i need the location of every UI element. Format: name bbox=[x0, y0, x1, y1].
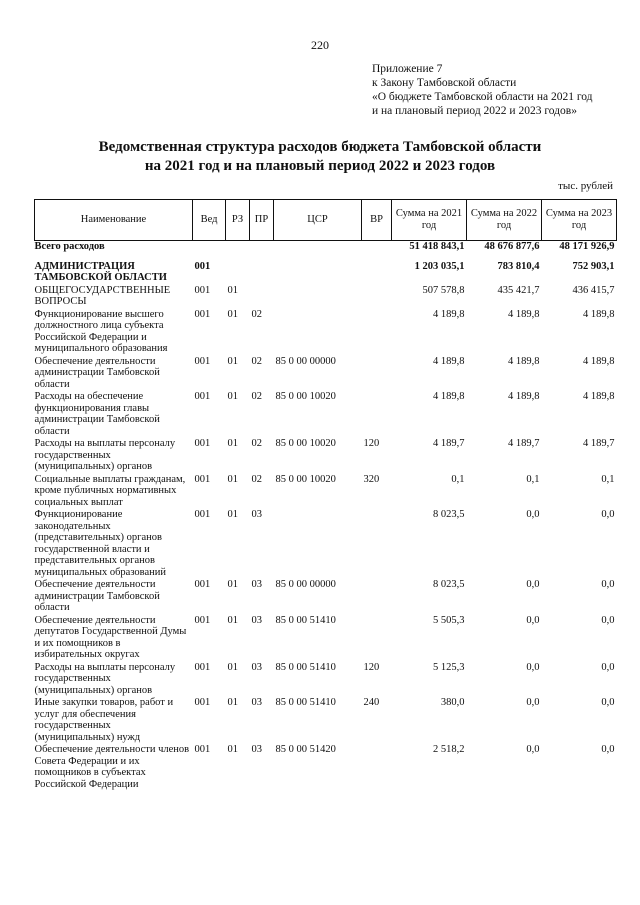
cell-sum-2022: 0,0 bbox=[526, 579, 540, 590]
column-header-csr: ЦСР bbox=[274, 200, 362, 241]
cell-ved: 001 bbox=[194, 438, 211, 449]
cell-sum-2021: 4 189,7 bbox=[433, 438, 465, 449]
cell-ved: 001 bbox=[194, 284, 211, 296]
cell-csr: 85 0 00 00000 bbox=[275, 579, 336, 590]
appendix-note bbox=[372, 62, 632, 118]
column-header-sum-2021: Сумма на 2021 год bbox=[392, 200, 467, 241]
cell-sum-2021: 5 505,3 bbox=[433, 614, 465, 626]
cell-name: Обеспечение деятельности депутатов Государственной Думы и их помощников в избирательных округах bbox=[34, 614, 187, 660]
cell-sum-2021: 4 189,8 bbox=[433, 391, 465, 402]
cell-rz: 01 bbox=[227, 697, 238, 708]
cell-csr bbox=[274, 285, 362, 309]
cell-name: Расходы на выплаты персоналу государственных (муниципальных) органов bbox=[34, 661, 176, 696]
table-row bbox=[35, 391, 617, 438]
cell-vr bbox=[362, 579, 392, 615]
appendix-line: и на плановый период 2022 и 2023 годов» bbox=[372, 105, 577, 117]
cell-pr: 02 bbox=[251, 308, 262, 320]
cell-csr bbox=[274, 261, 362, 285]
cell-csr: 85 0 00 51410 bbox=[275, 614, 336, 626]
cell-sum-2021: 507 578,8 bbox=[422, 284, 465, 296]
cell-sum-2023: 4 189,8 bbox=[583, 391, 615, 402]
cell-sum-2021: 51 418 843,1 bbox=[409, 241, 465, 252]
cell-ved: 001 bbox=[194, 579, 211, 590]
cell-sum-2023: 4 189,8 bbox=[583, 308, 615, 320]
cell-sum-2022: 4 189,8 bbox=[508, 355, 540, 367]
cell-rz: 01 bbox=[227, 391, 238, 402]
expenditure-table bbox=[34, 199, 617, 791]
cell-sum-2021: 380,0 bbox=[440, 697, 465, 708]
cell-sum-2022: 0,0 bbox=[526, 509, 540, 520]
appendix-line: к Закону Тамбовской области bbox=[372, 77, 517, 89]
cell-rz: 01 bbox=[227, 614, 238, 626]
cell-sum-2022: 0,0 bbox=[526, 744, 540, 755]
cell-rz: 01 bbox=[227, 509, 238, 520]
column-header-ved: Вед bbox=[193, 200, 226, 241]
column-header-name: Наименование bbox=[35, 200, 193, 241]
cell-sum-2021: 4 189,8 bbox=[433, 355, 465, 367]
cell-name: Обеспечение деятельности администрации Тамбовской области bbox=[34, 579, 160, 613]
cell-csr bbox=[274, 309, 362, 356]
cell-sum-2023: 0,1 bbox=[601, 473, 615, 485]
cell-rz: 01 bbox=[227, 308, 238, 320]
column-header-pr: ПР bbox=[250, 200, 274, 241]
cell-csr: 85 0 00 51410 bbox=[275, 661, 336, 673]
table-row bbox=[35, 615, 617, 662]
cell-name: Обеспечение деятельности членов Совета Федерации и их помощников в субъектах Российской Федерации bbox=[34, 744, 190, 790]
document-title bbox=[0, 138, 640, 176]
cell-pr: 02 bbox=[251, 355, 262, 367]
cell-ved: 001 bbox=[194, 509, 211, 520]
cell-sum-2023: 4 189,7 bbox=[583, 438, 615, 449]
cell-ved: 001 bbox=[194, 661, 211, 673]
cell-pr bbox=[250, 285, 274, 309]
cell-rz: 01 bbox=[227, 355, 238, 367]
cell-vr bbox=[362, 261, 392, 285]
cell-name: Расходы на выплаты персоналу государственных (муниципальных) органов bbox=[34, 438, 176, 472]
cell-csr: 85 0 00 10020 bbox=[275, 391, 336, 402]
cell-pr: 03 bbox=[251, 509, 262, 520]
cell-ved: 001 bbox=[194, 355, 211, 367]
cell-vr bbox=[362, 241, 392, 254]
cell-sum-2021: 4 189,8 bbox=[433, 308, 465, 320]
cell-vr bbox=[362, 615, 392, 662]
cell-pr: 03 bbox=[251, 697, 262, 708]
cell-sum-2021: 2 518,2 bbox=[433, 744, 465, 755]
table-row bbox=[35, 241, 617, 254]
cell-csr: 85 0 00 00000 bbox=[275, 355, 336, 367]
cell-ved: 001 bbox=[194, 391, 211, 402]
table-row bbox=[35, 474, 617, 510]
expenditure-table-container bbox=[34, 199, 616, 791]
cell-name: Социальные выплаты гражданам, кроме публичных нормативных социальных выплат bbox=[34, 473, 186, 508]
cell-vr: 240 bbox=[363, 697, 380, 708]
cell-vr bbox=[362, 509, 392, 579]
cell-pr: 03 bbox=[251, 661, 262, 673]
cell-name: Обеспечение деятельности администрации Тамбовской области bbox=[34, 355, 160, 390]
row-spacer bbox=[35, 254, 617, 261]
cell-pr: 02 bbox=[251, 391, 262, 402]
column-header-rz: РЗ bbox=[226, 200, 250, 241]
cell-name: Функционирование высшего должностного лица субъекта Российской Федерации и муниципального образования bbox=[34, 308, 168, 354]
cell-rz bbox=[226, 241, 250, 254]
cell-sum-2021: 1 203 035,1 bbox=[414, 260, 465, 272]
cell-ved: 001 bbox=[194, 614, 211, 626]
cell-ved bbox=[193, 241, 226, 254]
cell-sum-2023: 0,0 bbox=[601, 614, 615, 626]
cell-pr: 02 bbox=[251, 473, 262, 485]
cell-name: Иные закупки товаров, работ и услуг для обеспечения государственных (муниципальных) нужд bbox=[34, 697, 174, 743]
cell-sum-2022: 0,0 bbox=[526, 614, 540, 626]
spacer-cell bbox=[35, 254, 617, 261]
cell-sum-2021: 8 023,5 bbox=[433, 509, 465, 520]
cell-sum-2023: 752 903,1 bbox=[572, 260, 615, 272]
table-row bbox=[35, 438, 617, 474]
cell-csr bbox=[274, 509, 362, 579]
cell-sum-2022: 783 810,4 bbox=[497, 260, 540, 272]
cell-ved: 001 bbox=[194, 473, 211, 485]
units-label: тыс. рублей bbox=[558, 180, 613, 192]
cell-sum-2022: 0,0 bbox=[526, 697, 540, 708]
cell-sum-2021: 5 125,3 bbox=[433, 661, 465, 673]
cell-sum-2022: 0,1 bbox=[526, 473, 540, 485]
cell-sum-2023: 0,0 bbox=[601, 744, 615, 755]
cell-sum-2023: 0,0 bbox=[601, 579, 615, 590]
cell-sum-2023: 0,0 bbox=[601, 697, 615, 708]
cell-ved: 001 bbox=[194, 697, 211, 708]
cell-vr bbox=[362, 285, 392, 309]
cell-vr bbox=[362, 391, 392, 438]
cell-sum-2023: 0,0 bbox=[601, 509, 615, 520]
cell-vr: 320 bbox=[363, 473, 380, 485]
table-row bbox=[35, 356, 617, 392]
cell-csr: 85 0 00 10020 bbox=[275, 473, 336, 485]
cell-pr: 03 bbox=[251, 744, 262, 755]
table-body bbox=[35, 241, 617, 792]
cell-vr: 120 bbox=[363, 661, 380, 673]
cell-sum-2023: 4 189,8 bbox=[583, 355, 615, 367]
table-row bbox=[35, 744, 617, 791]
cell-sum-2022: 4 189,8 bbox=[508, 308, 540, 320]
table-row bbox=[35, 662, 617, 698]
cell-vr bbox=[362, 744, 392, 791]
cell-csr: 85 0 00 10020 bbox=[275, 438, 336, 449]
cell-sum-2023: 436 415,7 bbox=[572, 284, 615, 296]
cell-sum-2022: 48 676 877,6 bbox=[484, 241, 540, 252]
cell-pr: 03 bbox=[251, 579, 262, 590]
table-row bbox=[35, 285, 617, 309]
table-row bbox=[35, 309, 617, 356]
cell-vr bbox=[362, 309, 392, 356]
cell-rz: 01 bbox=[227, 284, 238, 296]
cell-sum-2022: 4 189,7 bbox=[508, 438, 540, 449]
cell-pr bbox=[250, 241, 274, 254]
cell-rz: 01 bbox=[227, 438, 238, 449]
cell-pr: 02 bbox=[251, 438, 262, 449]
column-header-vr: ВР bbox=[362, 200, 392, 241]
cell-sum-2021: 0,1 bbox=[451, 473, 465, 485]
cell-rz: 01 bbox=[227, 473, 238, 485]
cell-vr: 120 bbox=[363, 438, 380, 449]
table-row bbox=[35, 579, 617, 615]
cell-csr: 85 0 00 51420 bbox=[275, 744, 336, 755]
page-number: 220 bbox=[311, 38, 329, 52]
cell-rz: 01 bbox=[227, 579, 238, 590]
column-header-sum-2022: Сумма на 2022 год bbox=[467, 200, 542, 241]
cell-name: ОБЩЕГОСУДАРСТВЕННЫЕ ВОПРОСЫ bbox=[34, 284, 171, 307]
cell-vr bbox=[362, 356, 392, 392]
cell-name: Функционирование законодательных (представительных) органов государственной власти и представительных органов муниципальных образований bbox=[34, 509, 166, 578]
cell-name: Расходы на обеспечение функционирования главы администрации Тамбовской области bbox=[34, 391, 160, 437]
cell-rz: 01 bbox=[227, 744, 238, 755]
cell-sum-2023: 48 171 926,9 bbox=[559, 241, 615, 252]
appendix-line: Приложение 7 bbox=[372, 63, 443, 75]
cell-ved: 001 bbox=[194, 260, 211, 272]
cell-rz: 01 bbox=[227, 661, 238, 673]
cell-csr: 85 0 00 51410 bbox=[275, 697, 336, 708]
cell-pr bbox=[250, 261, 274, 285]
cell-ved: 001 bbox=[194, 744, 211, 755]
cell-sum-2022: 435 421,7 bbox=[497, 284, 540, 296]
cell-csr bbox=[274, 241, 362, 254]
cell-name: Всего расходов bbox=[34, 241, 105, 252]
table-row bbox=[35, 509, 617, 579]
title-line: Ведомственная структура расходов бюджета Тамбовской области bbox=[98, 139, 542, 155]
column-header-sum-2023: Сумма на 2023 год bbox=[542, 200, 617, 241]
cell-sum-2023: 0,0 bbox=[601, 661, 615, 673]
table-header-row bbox=[35, 200, 617, 241]
title-line: на 2021 год и на плановый период 2022 и 2023 годов bbox=[144, 158, 496, 174]
table-row bbox=[35, 697, 617, 744]
cell-pr: 03 bbox=[251, 614, 262, 626]
appendix-line: «О бюджете Тамбовской области на 2021 год bbox=[372, 91, 593, 103]
cell-sum-2022: 4 189,8 bbox=[508, 391, 540, 402]
cell-sum-2022: 0,0 bbox=[526, 661, 540, 673]
cell-sum-2021: 8 023,5 bbox=[433, 579, 465, 590]
table-row bbox=[35, 261, 617, 285]
cell-ved: 001 bbox=[194, 308, 211, 320]
cell-rz bbox=[226, 261, 250, 285]
cell-name: АДМИНИСТРАЦИЯ ТАМБОВСКОЙ ОБЛАСТИ bbox=[34, 260, 167, 283]
